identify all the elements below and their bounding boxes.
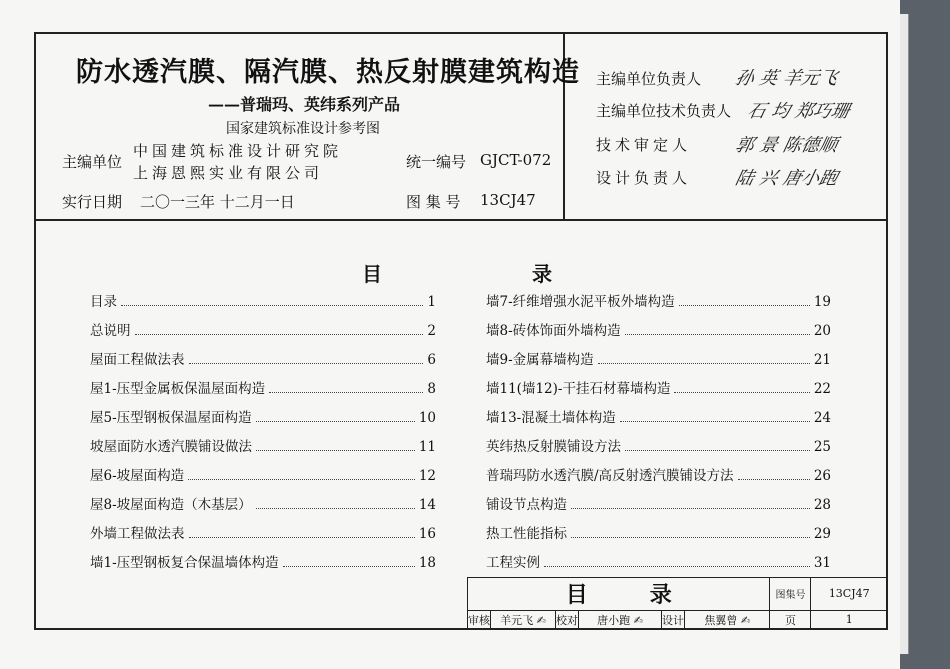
toc-item[interactable]: 屋1-压型金属板保温屋面构造 8	[90, 381, 436, 397]
toc-item[interactable]: 墙7-纤维增强水泥平板外墙构造 19	[486, 294, 831, 310]
toc-item[interactable]: 屋5-压型钢板保温屋面构造 10	[90, 410, 436, 426]
editor-unit-2: 上海恩熙实业有限公司	[133, 164, 324, 182]
atlas-title: 防水透汽膜、隔汽膜、热反射膜建筑构造	[76, 57, 580, 88]
sign-role-2: 主编单位技术负责人	[596, 102, 732, 120]
review-label: 审核	[468, 610, 491, 629]
toc-item[interactable]: 总说明 2	[90, 323, 436, 339]
design-label: 设计	[662, 610, 685, 629]
toc-item[interactable]: 外墙工程做法表 16	[90, 526, 436, 542]
toc-item[interactable]: 屋6-坡屋面构造 12	[90, 468, 436, 484]
editor-label: 主编单位	[62, 153, 123, 171]
toc-item[interactable]: 目录 1	[90, 294, 436, 310]
toc-item[interactable]: 墙9-金属幕墙构造 21	[486, 352, 831, 368]
reference-label: 国家建筑标准设计参考图	[226, 121, 380, 137]
page-label: 页	[770, 610, 811, 629]
titleblock-atlas-label: 图集号	[770, 578, 811, 611]
atlas-no-label: 图 集 号	[406, 193, 461, 211]
toc-item[interactable]: 英纬热反射膜铺设方法 25	[486, 439, 831, 455]
sign-role-1: 主编单位负责人	[596, 70, 702, 88]
toc-item[interactable]: 墙1-压型钢板复合保温墙体构造 18	[90, 555, 436, 571]
sheet-frame	[34, 32, 888, 630]
check-label: 校对	[556, 610, 579, 629]
editor-unit-1: 中国建筑标准设计研究院	[133, 142, 343, 160]
signature-2: 石 均 郑巧珊	[745, 101, 852, 122]
review-signature: 羊元飞 ✍	[491, 610, 556, 629]
toc-item[interactable]: 墙11(墙12)-干挂石材幕墙构造 22	[486, 381, 831, 397]
toc-item[interactable]: 普瑞玛防水透汽膜/高反射透汽膜铺设方法 26	[486, 468, 831, 484]
toc-item[interactable]: 热工性能指标 29	[486, 526, 831, 542]
date-value: 二〇一三年 十二月一日	[140, 193, 295, 211]
atlas-no-value: 13CJ47	[480, 191, 536, 209]
toc-item[interactable]: 墙8-砖体饰面外墙构造 20	[486, 323, 831, 339]
toc-item[interactable]: 坡屋面防水透汽膜铺设做法 11	[90, 439, 436, 455]
toc-item[interactable]: 屋面工程做法表 6	[90, 352, 436, 368]
toc-item[interactable]: 铺设节点构造 28	[486, 497, 831, 513]
date-label: 实行日期	[62, 193, 123, 211]
atlas-subtitle: ——普瑞玛、英纬系列产品	[208, 95, 401, 114]
check-signature: 唐小跑 ✍	[579, 610, 662, 629]
title-block	[467, 577, 888, 630]
code-label: 统一编号	[406, 153, 467, 171]
signature-3: 郭 景 陈德顺	[733, 135, 840, 156]
signature-4: 陆 兴 唐小跑	[733, 168, 840, 189]
titleblock-name: 目 录	[468, 578, 770, 611]
toc-title-right: 录	[532, 262, 552, 286]
code-value: GJCT-072	[480, 151, 552, 169]
sign-role-4: 设计负责人	[596, 169, 692, 187]
toc-item[interactable]: 工程实例 31	[486, 555, 831, 571]
design-signature: 焦翼曾 ✍	[685, 610, 770, 629]
toc-item[interactable]: 墙13-混凝土墙体构造 24	[486, 410, 831, 426]
titleblock-atlas-value: 13CJ47	[811, 578, 888, 611]
page-value: 1	[811, 610, 888, 629]
toc-item[interactable]: 屋8-坡屋面构造（木基层） 14	[90, 497, 436, 513]
signature-1: 孙 英 羊元飞	[733, 68, 840, 89]
toc-title-left: 目	[362, 262, 382, 286]
sign-role-3: 技术审定人	[596, 136, 692, 154]
